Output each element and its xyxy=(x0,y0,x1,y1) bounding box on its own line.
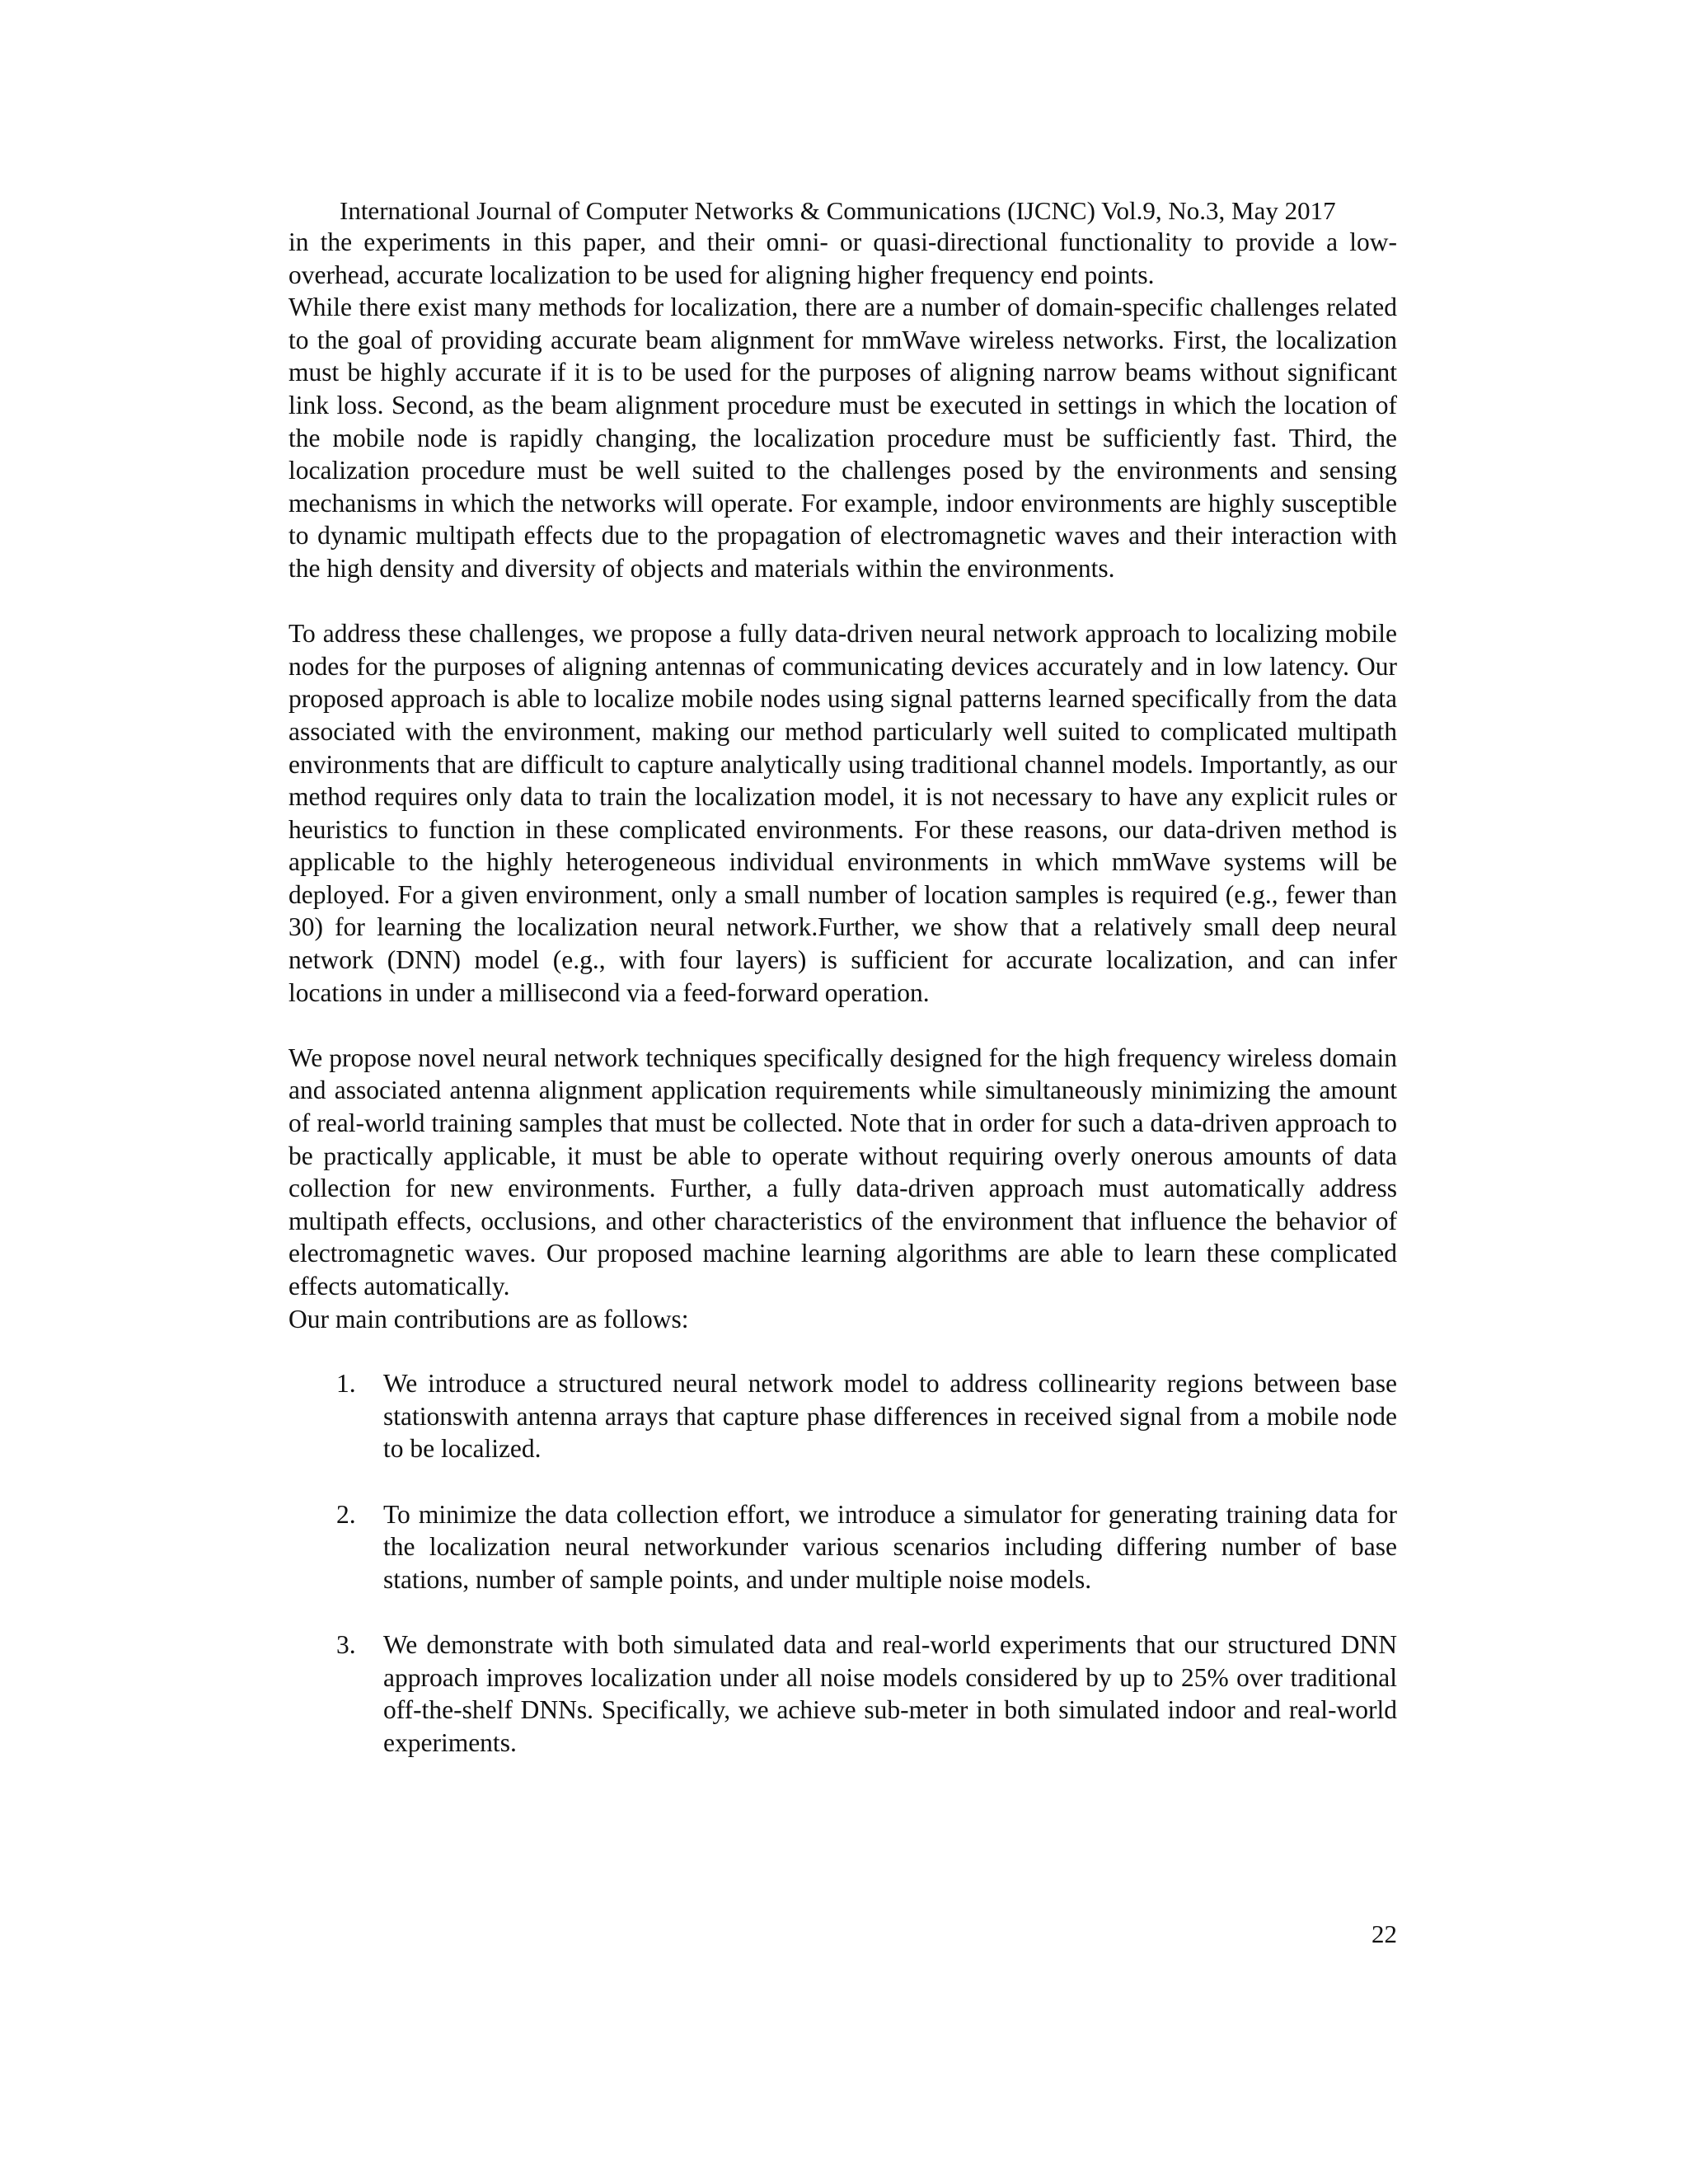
contribution-number: 3. xyxy=(336,1629,356,1659)
contribution-item xyxy=(288,1367,1397,1465)
contribution-number: 1. xyxy=(336,1369,356,1399)
contribution-item xyxy=(288,1629,1397,1759)
page-number: 22 xyxy=(1372,1919,1397,1948)
contribution-number: 2. xyxy=(336,1499,356,1529)
contributions-list xyxy=(288,1367,1397,1759)
running-header: International Journal of Computer Networks & Communications (IJCNC) Vol.9, No.3, May 2017 xyxy=(340,196,1336,225)
contribution-text: We introduce a structured neural network model to address collinearity regions between base stationswith antenna arrays that capture phase differences in received signal from a mobile node to be localized. xyxy=(383,1369,1397,1464)
paragraph-approach: To address these challenges, we propose a fully data-driven neural network approach to localizing mobile nodes for the purposes of aligning antennas of communicating devices accurately and in low latency. Our proposed approach is able to localize mobile nodes using signal patterns learned specifically from the data associated with the environment, making our method particularly well suited to complicated multipath environments that are difficult to capture analytically using traditional channel models. Importantly, as our method requires only data to train the localization model, it is not necessary to have any explicit rules or heuristics to function in these complicated environments. For these reasons, our data-driven method is applicable to the highly heterogeneous individual environments in which mmWave systems will be deployed. For a given environment, only a small number of location samples is required (e.g., fewer than 30) for learning the localization neural network.Further, we show that a relatively small deep neural network (DNN) model (e.g., with four layers) is sufficient for accurate localization, and can infer locations in under a millisecond via a feed-forward operation. xyxy=(288,619,1397,1007)
contribution-text: We demonstrate with both simulated data and real-world experiments that our structured DNN approach improves localization under all noise models considered by up to 25% over traditional off-the-shelf DNNs. Specifically, we achieve sub-meter in both simulated indoor and real-world experiments. xyxy=(383,1629,1397,1757)
contribution-text: To minimize the data collection effort, we introduce a simulator for generating training data for the localization neural networkunder various scenarios including differing number of base stations, number of sample points, and under multiple noise models. xyxy=(383,1499,1397,1594)
paragraph-continuation: in the experiments in this paper, and their omni- or quasi-directional functionality to provide a low-overhead, accurate localization to be used for aligning higher frequency end points. xyxy=(288,227,1397,289)
body-text xyxy=(288,226,1397,1792)
paragraph-proposal: We propose novel neural network techniques specifically designed for the high frequency wireless domain and associated antenna alignment application requirements while simultaneously minimizing the amount of real-world training samples that must be collected. Note that in order for such a data-driven approach to be practically applicable, it must be able to operate without requiring overly onerous amounts of data collection for new environments. Further, a fully data-driven approach must automatically address multipath effects, occlusions, and other characteristics of the environment that influence the behavior of electromagnetic waves. Our proposed machine learning algorithms are able to learn these complicated effects automatically. xyxy=(288,1043,1397,1301)
contribution-item xyxy=(288,1498,1397,1596)
contributions-intro: Our main contributions are as follows: xyxy=(288,1304,689,1333)
paragraph-challenges: While there exist many methods for localization, there are a number of domain-specific challenges related to the goal of providing accurate beam alignment for mmWave wireless networks. First, the localization must be highly accurate if it is to be used for the purposes of aligning narrow beams without significant link loss. Second, as the beam alignment procedure must be executed in settings in which the location of the mobile node is rapidly changing, the localization procedure must be sufficiently fast. Third, the localization procedure must be well suited to the challenges posed by the environments and sensing mechanisms in which the networks will operate. For example, indoor environments are highly susceptible to dynamic multipath effects due to the propagation of electromagnetic waves and their interaction with the high density and diversity of objects and materials within the environments. xyxy=(288,293,1397,583)
